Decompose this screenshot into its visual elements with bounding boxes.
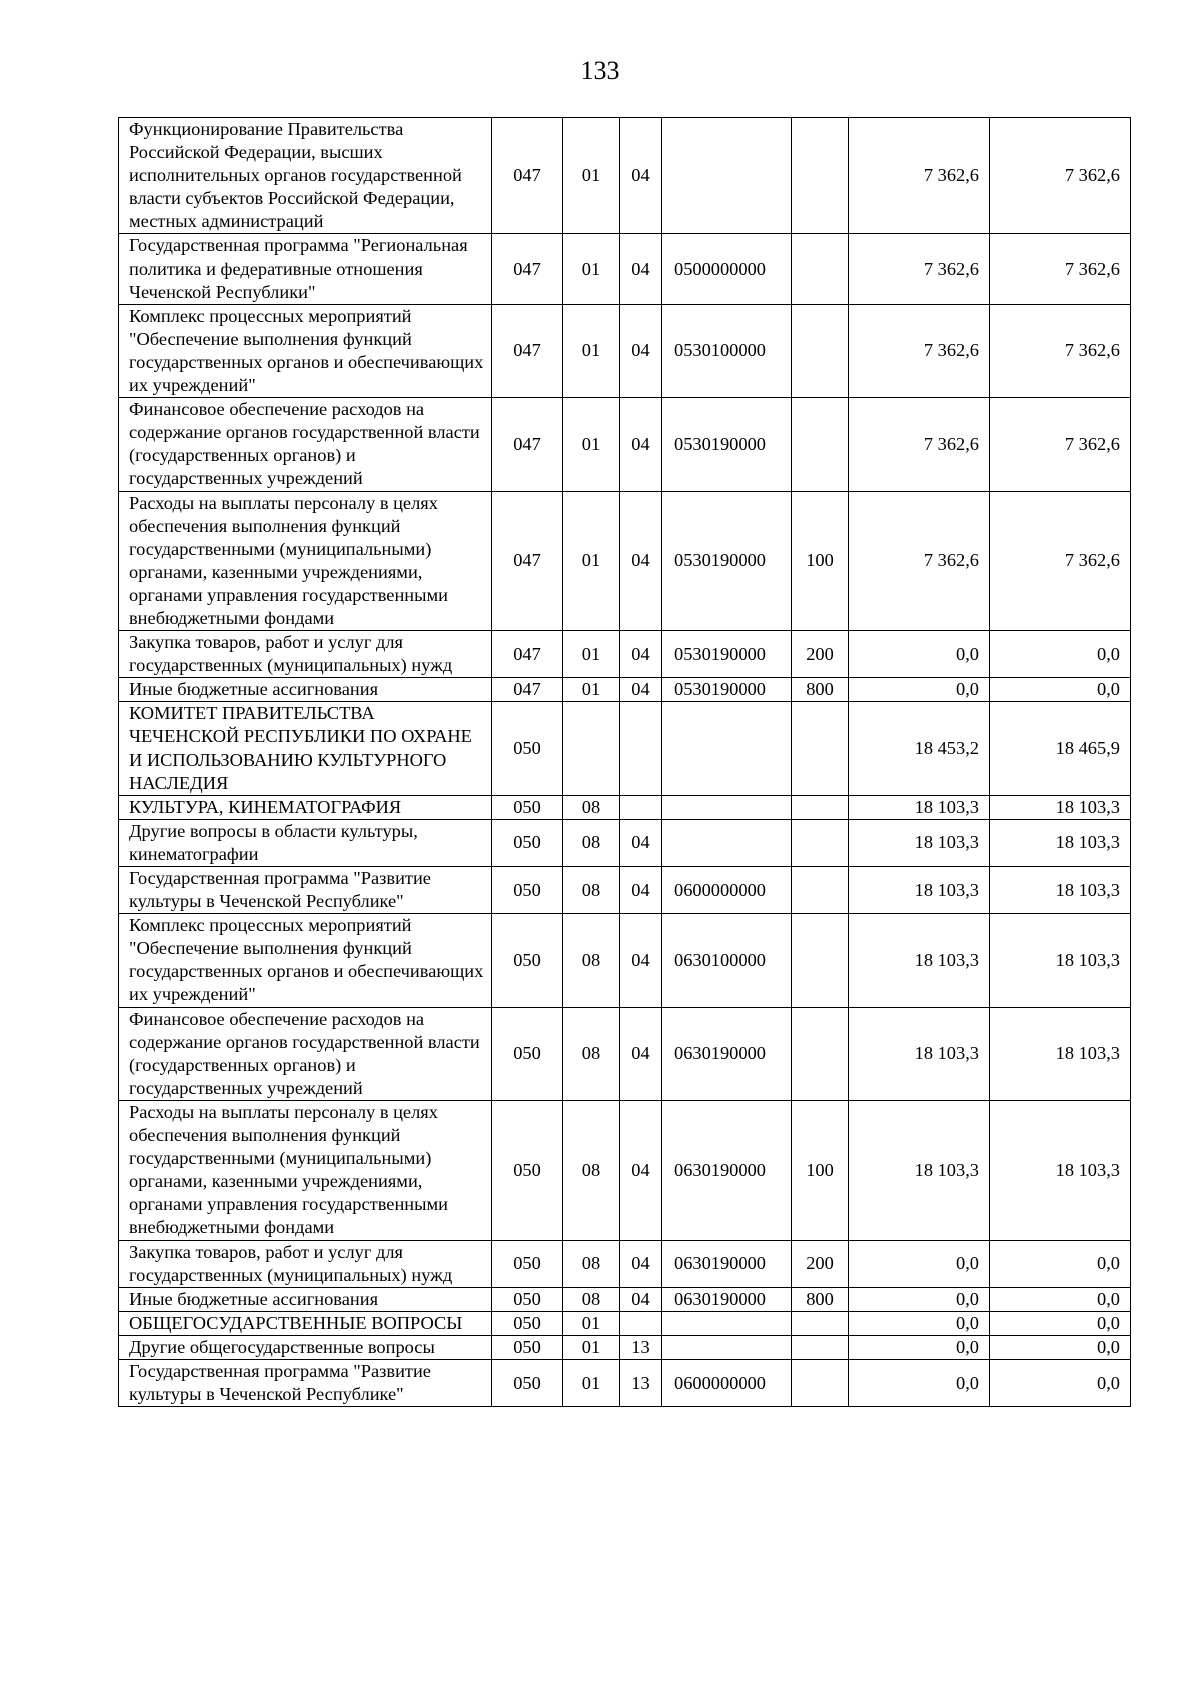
row-vr-cell (792, 702, 849, 795)
row-pr-cell: 04 (620, 1007, 662, 1100)
row-csr-cell (662, 702, 792, 795)
row-gr-cell: 050 (492, 819, 563, 866)
table-row (119, 795, 1131, 819)
row-pr-cell: 04 (620, 1240, 662, 1287)
row-rz-cell: 08 (563, 1100, 620, 1240)
row-rz-cell: 08 (563, 795, 620, 819)
row-csr-cell: 0630100000 (662, 914, 792, 1007)
table-row (119, 678, 1131, 702)
row-gr-cell: 047 (492, 234, 563, 304)
row-name-cell: Государственная программа "Развитие культуры в Чеченской Республике" (119, 1359, 492, 1406)
row-sum1-cell: 7 362,6 (849, 234, 990, 304)
row-gr-cell: 050 (492, 1100, 563, 1240)
row-vr-cell: 100 (792, 1100, 849, 1240)
table-row (119, 1359, 1131, 1406)
row-name-cell: Комплекс процессных мероприятий "Обеспечение выполнения функций государственных органов и обеспечивающих их учреждений" (119, 914, 492, 1007)
row-gr-cell: 047 (492, 631, 563, 678)
row-csr-cell: 0630190000 (662, 1287, 792, 1311)
row-sum2-cell: 7 362,6 (990, 234, 1131, 304)
row-csr-cell (662, 1335, 792, 1359)
row-name-cell: Иные бюджетные ассигнования (119, 678, 492, 702)
row-gr-cell: 050 (492, 1240, 563, 1287)
row-pr-cell: 04 (620, 491, 662, 631)
row-sum2-cell: 18 103,3 (990, 867, 1131, 914)
row-pr-cell (620, 702, 662, 795)
row-sum1-cell: 0,0 (849, 1240, 990, 1287)
row-sum1-cell: 18 453,2 (849, 702, 990, 795)
row-sum1-cell: 0,0 (849, 1359, 990, 1406)
row-pr-cell: 04 (620, 234, 662, 304)
table-row (119, 304, 1131, 397)
row-name-cell: Другие вопросы в области культуры, кинематографии (119, 819, 492, 866)
row-rz-cell: 01 (563, 304, 620, 397)
row-name-cell: Другие общегосударственные вопросы (119, 1335, 492, 1359)
row-vr-cell (792, 118, 849, 234)
row-gr-cell: 050 (492, 1335, 563, 1359)
row-sum1-cell: 0,0 (849, 1287, 990, 1311)
row-vr-cell (792, 234, 849, 304)
row-rz-cell: 08 (563, 1240, 620, 1287)
row-name-cell: Финансовое обеспечение расходов на содержание органов государственной власти (государственных органов) и государственных учреждений (119, 398, 492, 491)
row-pr-cell: 04 (620, 304, 662, 397)
table-row (119, 1240, 1131, 1287)
table-row (119, 914, 1131, 1007)
row-name-cell: КУЛЬТУРА, КИНЕМАТОГРАФИЯ (119, 795, 492, 819)
page-number: 133 (580, 56, 620, 85)
row-sum1-cell: 7 362,6 (849, 118, 990, 234)
row-csr-cell: 0630190000 (662, 1100, 792, 1240)
table-body (119, 118, 1131, 1407)
row-csr-cell: 0630190000 (662, 1240, 792, 1287)
row-gr-cell: 047 (492, 678, 563, 702)
row-vr-cell (792, 1335, 849, 1359)
row-gr-cell: 047 (492, 118, 563, 234)
row-name-cell: КОМИТЕТ ПРАВИТЕЛЬСТВА ЧЕЧЕНСКОЙ РЕСПУБЛИКИ ПО ОХРАНЕ И ИСПОЛЬЗОВАНИЮ КУЛЬТУРНОГО НАСЛЕДИЯ (119, 702, 492, 795)
row-gr-cell: 050 (492, 1287, 563, 1311)
row-gr-cell: 047 (492, 304, 563, 397)
row-sum2-cell: 18 103,3 (990, 914, 1131, 1007)
row-csr-cell: 0530190000 (662, 678, 792, 702)
table-row (119, 118, 1131, 234)
row-pr-cell: 04 (620, 118, 662, 234)
budget-table (118, 117, 1131, 1407)
row-rz-cell: 01 (563, 398, 620, 491)
row-sum1-cell: 18 103,3 (849, 1007, 990, 1100)
row-sum2-cell: 0,0 (990, 678, 1131, 702)
row-rz-cell (563, 702, 620, 795)
row-vr-cell: 200 (792, 631, 849, 678)
row-csr-cell (662, 1311, 792, 1335)
row-vr-cell (792, 1311, 849, 1335)
row-rz-cell: 08 (563, 1007, 620, 1100)
row-sum1-cell: 7 362,6 (849, 398, 990, 491)
row-rz-cell: 08 (563, 914, 620, 1007)
row-pr-cell: 04 (620, 398, 662, 491)
table-row (119, 631, 1131, 678)
row-sum2-cell: 18 465,9 (990, 702, 1131, 795)
row-name-cell: Комплекс процессных мероприятий "Обеспечение выполнения функций государственных органов и обеспечивающих их учреждений" (119, 304, 492, 397)
row-vr-cell (792, 795, 849, 819)
table-row (119, 1287, 1131, 1311)
row-name-cell: Расходы на выплаты персоналу в целях обеспечения выполнения функций государственными (муниципальными) органами, казенными учреждениями, органами управления государственными внебюджетными фондами (119, 1100, 492, 1240)
row-csr-cell: 0530190000 (662, 631, 792, 678)
row-csr-cell: 0530100000 (662, 304, 792, 397)
table-row (119, 398, 1131, 491)
row-gr-cell: 050 (492, 867, 563, 914)
row-vr-cell (792, 398, 849, 491)
row-sum2-cell: 18 103,3 (990, 1100, 1131, 1240)
row-sum1-cell: 18 103,3 (849, 795, 990, 819)
row-rz-cell: 01 (563, 1359, 620, 1406)
row-sum1-cell: 0,0 (849, 631, 990, 678)
row-csr-cell: 0600000000 (662, 1359, 792, 1406)
row-rz-cell: 08 (563, 1287, 620, 1311)
row-gr-cell: 050 (492, 1311, 563, 1335)
row-sum1-cell: 0,0 (849, 678, 990, 702)
row-sum2-cell: 0,0 (990, 1311, 1131, 1335)
row-csr-cell: 0530190000 (662, 398, 792, 491)
row-vr-cell (792, 1359, 849, 1406)
row-pr-cell: 04 (620, 819, 662, 866)
row-pr-cell: 13 (620, 1335, 662, 1359)
row-sum2-cell: 7 362,6 (990, 491, 1131, 631)
row-csr-cell (662, 795, 792, 819)
row-name-cell: Иные бюджетные ассигнования (119, 1287, 492, 1311)
row-csr-cell (662, 819, 792, 866)
row-name-cell: Закупка товаров, работ и услуг для государственных (муниципальных) нужд (119, 1240, 492, 1287)
row-gr-cell: 050 (492, 1007, 563, 1100)
row-rz-cell: 01 (563, 678, 620, 702)
row-sum1-cell: 0,0 (849, 1335, 990, 1359)
row-sum2-cell: 0,0 (990, 1359, 1131, 1406)
row-name-cell: Закупка товаров, работ и услуг для государственных (муниципальных) нужд (119, 631, 492, 678)
row-csr-cell: 0530190000 (662, 491, 792, 631)
table-row (119, 819, 1131, 866)
row-sum2-cell: 7 362,6 (990, 118, 1131, 234)
row-pr-cell (620, 795, 662, 819)
row-name-cell: Расходы на выплаты персоналу в целях обеспечения выполнения функций государственными (муниципальными) органами, казенными учреждениями, органами управления государственными внебюджетными фондами (119, 491, 492, 631)
row-sum1-cell: 18 103,3 (849, 819, 990, 866)
row-rz-cell: 01 (563, 1335, 620, 1359)
row-csr-cell: 0600000000 (662, 867, 792, 914)
row-sum2-cell: 18 103,3 (990, 819, 1131, 866)
row-sum2-cell: 18 103,3 (990, 795, 1131, 819)
table-row (119, 1100, 1131, 1240)
row-rz-cell: 08 (563, 819, 620, 866)
table-row (119, 491, 1131, 631)
row-vr-cell (792, 304, 849, 397)
row-sum2-cell: 0,0 (990, 1287, 1131, 1311)
row-vr-cell (792, 819, 849, 866)
row-csr-cell: 0630190000 (662, 1007, 792, 1100)
table-row (119, 702, 1131, 795)
row-sum1-cell: 18 103,3 (849, 1100, 990, 1240)
row-csr-cell: 0500000000 (662, 234, 792, 304)
row-gr-cell: 050 (492, 795, 563, 819)
row-sum2-cell: 18 103,3 (990, 1007, 1131, 1100)
row-pr-cell (620, 1311, 662, 1335)
row-pr-cell: 04 (620, 867, 662, 914)
row-pr-cell: 04 (620, 1100, 662, 1240)
row-name-cell: Функционирование Правительства Российской Федерации, высших исполнительных органов государственной власти субъектов Российской Федерации, местных администраций (119, 118, 492, 234)
row-rz-cell: 01 (563, 234, 620, 304)
row-gr-cell: 050 (492, 1359, 563, 1406)
row-rz-cell: 01 (563, 631, 620, 678)
table-row (119, 234, 1131, 304)
row-sum2-cell: 7 362,6 (990, 398, 1131, 491)
row-vr-cell: 800 (792, 678, 849, 702)
row-vr-cell: 200 (792, 1240, 849, 1287)
row-gr-cell: 050 (492, 702, 563, 795)
row-sum2-cell: 7 362,6 (990, 304, 1131, 397)
row-pr-cell: 13 (620, 1359, 662, 1406)
row-name-cell: Государственная программа "Региональная политика и федеративные отношения Чеченской Республики" (119, 234, 492, 304)
row-name-cell: ОБЩЕГОСУДАРСТВЕННЫЕ ВОПРОСЫ (119, 1311, 492, 1335)
row-sum1-cell: 18 103,3 (849, 867, 990, 914)
table-row (119, 1311, 1131, 1335)
row-vr-cell (792, 1007, 849, 1100)
row-sum1-cell: 7 362,6 (849, 304, 990, 397)
row-sum2-cell: 0,0 (990, 1240, 1131, 1287)
row-sum1-cell: 18 103,3 (849, 914, 990, 1007)
row-rz-cell: 01 (563, 1311, 620, 1335)
row-gr-cell: 050 (492, 914, 563, 1007)
row-vr-cell (792, 914, 849, 1007)
row-gr-cell: 047 (492, 491, 563, 631)
row-rz-cell: 01 (563, 118, 620, 234)
row-name-cell: Государственная программа "Развитие культуры в Чеченской Республике" (119, 867, 492, 914)
row-csr-cell (662, 118, 792, 234)
row-sum2-cell: 0,0 (990, 631, 1131, 678)
row-sum1-cell: 7 362,6 (849, 491, 990, 631)
row-rz-cell: 08 (563, 867, 620, 914)
row-vr-cell (792, 867, 849, 914)
row-pr-cell: 04 (620, 1287, 662, 1311)
row-vr-cell: 800 (792, 1287, 849, 1311)
row-pr-cell: 04 (620, 678, 662, 702)
row-vr-cell: 100 (792, 491, 849, 631)
table-row (119, 1007, 1131, 1100)
row-gr-cell: 047 (492, 398, 563, 491)
row-pr-cell: 04 (620, 914, 662, 1007)
table-row (119, 867, 1131, 914)
table-row (119, 1335, 1131, 1359)
row-pr-cell: 04 (620, 631, 662, 678)
row-rz-cell: 01 (563, 491, 620, 631)
row-sum1-cell: 0,0 (849, 1311, 990, 1335)
row-sum2-cell: 0,0 (990, 1335, 1131, 1359)
row-name-cell: Финансовое обеспечение расходов на содержание органов государственной власти (государственных органов) и государственных учреждений (119, 1007, 492, 1100)
